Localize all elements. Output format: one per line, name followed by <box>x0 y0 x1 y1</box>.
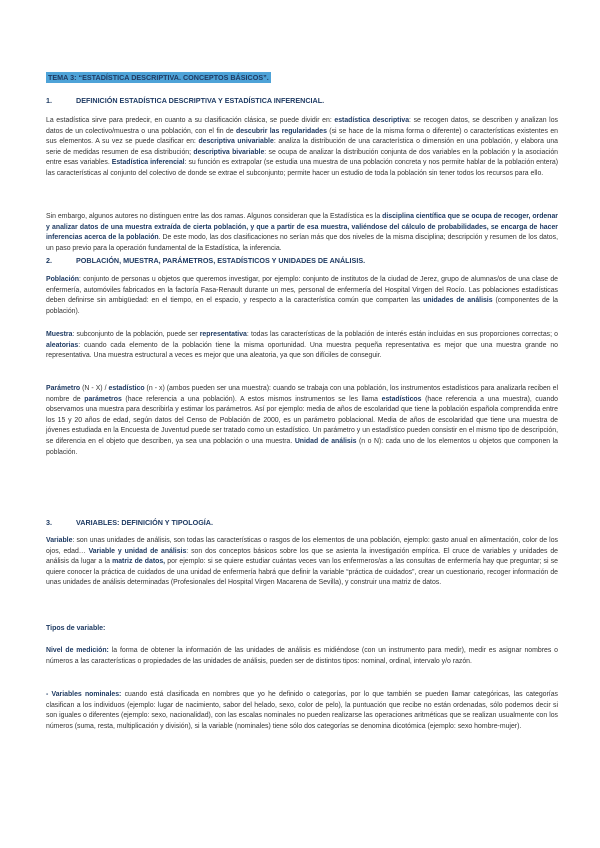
text-run: (hace referencia a una muestra), cuando observamos una muestra para describirla y estimar los parámetros. Así por ejemplo: media de años de escolaridad que tiene la población española comprendida entre los 15 y 20 años de edad, según datos del Censo de Población de 2000, es un parámetro poblacional. Media de años de escolaridad que tiene una muestra de jóvenes estudiada en la Encuesta de Juventud puede ser tratado como un estadístico. Un parámetro y un estadístico pueden consistir en el mismo tipo de descripción, se diferencia en el objeto que describen, ya sea una población o una muestra. <box>46 395 559 445</box>
bold-term: disciplina científica que se ocupa de recoger, ordenar y analizar datos de una muestra extraída de cierta población, y que a partir de esa muestra, valiéndose del cálculo de probabilidades, se encarga de hacer inferencias acerca de la población <box>46 213 558 242</box>
paragraph-parametro <box>46 384 558 458</box>
bold-term: Población <box>46 276 79 283</box>
bold-term: Parámetro <box>46 385 81 392</box>
paragraph-nivel-medicion <box>46 646 558 667</box>
paragraph-estadistica-clasificacion <box>46 116 558 180</box>
section-title: POBLACIÓN, MUESTRA, PARÁMETROS, ESTADÍSTICOS Y UNIDADES DE ANÁLISIS. <box>76 256 366 265</box>
text-run: (N - X) / <box>80 385 109 392</box>
section-number: 1. <box>46 96 52 105</box>
bold-term: Unidad de análisis <box>294 437 357 445</box>
text-run: : son unas unidades de análisis, son todas las características o rasgos de los elementos de una población, ejemplo: gasto anual en alimentación, color de los ojos, edad… <box>46 537 558 555</box>
text-run: : su función es extrapolar (se estudia una muestra de una población concreta y nos permite hablar de la población entera) las características al conjunto del colectivo de donde se extrae el subconjunto; permite hacer un estudio de toda la población sin tener todos los recursos para ello. <box>46 159 559 177</box>
text-run: : subconjunto de la población, puede ser <box>72 331 200 338</box>
paragraph-poblacion <box>46 275 558 317</box>
bold-term: descriptiva bivariable <box>193 148 265 156</box>
text-run: : cuando cada elemento de la población tiene la misma oportunidad. Una muestra pequeña representativa es mejor que una muestra grande no representativa. Una muestra estructural a veces es mejor que una aleatoria, ya que son difíciles de conseguir. <box>46 341 558 360</box>
bold-term: - Variables nominales: <box>46 691 122 698</box>
text-run: (componentes de la población). <box>46 297 559 315</box>
topic-title: TEMA 3: “ESTADÍSTICA DESCRIPTIVA. CONCEPTOS BÁSICOS”. <box>48 73 269 82</box>
paragraph-variable <box>46 536 558 589</box>
bold-term: estadístico <box>108 385 145 392</box>
text-run: cuando está clasificada en nombres que yo he definido o categorías, por lo que también se pueden llamar categóricas, las categorías clasifican a los individuos (ejemplo: lugar de nacimiento, sabor del helado, sexo, color de pelo), la puntuación que recibe no están ordenadas, sólo podemos decir si son iguales o diferentes (ejemplo: sexo, nacionalidad), con las escalas nominales no pueden realizarse las operaciones aritméticas que se realizan usualmente con los números (suma, resta, multiplicación y división), si la variable (nominales) tiene sólo dos categorías se denomina dicotómica (ejemplo: sexo hombre-mujer). <box>46 691 559 730</box>
section-heading-3 <box>46 518 213 527</box>
bold-term: representativa <box>199 331 247 338</box>
section-title: DEFINICIÓN ESTADÍSTICA DESCRIPTIVA Y ESTADÍSTICA INFERENCIAL. <box>76 96 325 105</box>
bold-term: Variable <box>46 537 73 544</box>
text-run: . De este modo, las dos clasificaciones no serían más que dos niveles de la misma disciplina; descripción y resumen de los datos, un paso previo para la operación fundamental de la Estadística, la inferencia. <box>46 234 558 252</box>
text-run: por ejemplo: si se quiere estudiar cuántas veces van los enfermeros/as a las consultas de enfermería hay que preguntar; si se quiere conocer la práctica de cuidados de una unidad de enfermería habrá que definir la variable “práctica de cuidados”, crear un cuestionario, recoger información de unas unidades de análisis determinadas (Profesionales del Hospital Virgen Macarena de Sevilla), y construir una matriz de datos. <box>46 558 558 587</box>
text-run: : se ocupa de analizar la distribución conjunta de dos variables en la población y la asociación entre esas variables. <box>46 148 558 167</box>
paragraph-variables-nominales <box>46 690 558 732</box>
section-heading-2 <box>46 256 365 265</box>
bold-term: estadística descriptiva <box>334 117 410 124</box>
bold-term: aleatorias <box>46 341 79 349</box>
text-run: La estadística sirve para predecir, en cuanto a su clasificación clásica, se puede dividir en: <box>46 117 335 124</box>
text-run: : se recogen datos, se describen y analizan los datos de un colectivo/muestra o una población, con el fin de <box>46 117 558 135</box>
text-run: : conjunto de personas u objetos que queremos investigar, por ejemplo: conjunto de institutos de la ciudad de Jerez, grupo de alumnas/os de una clase de enfermería, automóviles fabricados en la factoría Fasa-Renault durante un mes, personal de enfermería del Hospital Virgen del Rocío. Las poblaciones estadísticas deben definirse sin ambigüedad: en el tiempo, en el espacio, y respecto a la característica común que comparten las <box>46 276 558 305</box>
text-run: (n - x) (ambos pueden ser una muestra): cuando se trabaja con una población, los instrumentos estadísticos para analizarla reciben el nombre de <box>46 385 558 403</box>
paragraph-muestra <box>46 330 558 362</box>
text-run: (n o N): cada uno de los elementos u objetos que componen la población. <box>46 437 558 456</box>
bold-term: Variable y unidad de análisis <box>88 547 187 555</box>
bold-term: Nivel de medición: <box>46 647 109 654</box>
bold-term: parámetros <box>84 395 122 403</box>
section-title: VARIABLES: DEFINICIÓN Y TIPOLOGÍA. <box>76 518 213 527</box>
section-heading-1 <box>46 96 324 105</box>
bold-term: descubrir las regularidades <box>236 127 327 135</box>
section-number: 2. <box>46 256 52 265</box>
bold-term: Muestra <box>46 331 73 338</box>
text-run: Sin embargo, algunos autores no distinguen entre las dos ramas. Algunos consideran que la Estadística es la <box>46 213 383 220</box>
bold-term: descriptiva univariable <box>198 138 274 146</box>
text-run: : todas las características de la población de interés están incluidas en sus proporciones correctas; o <box>246 331 558 338</box>
text-run: : analiza la distribución de una característica o dimensión en una población, y elabora una serie de medidas resumen de esa distribución; <box>46 138 558 156</box>
text-run: (hace referencia a una población). A estos mismos instrumentos se les llama <box>121 395 382 403</box>
text-run: la forma de obtener la información de las unidades de análisis es midiéndose (con un instrumento para medir), medir es asignar nombres o números a las características o propiedades de las unidades de análisis, pueden ser de distintos tipos: nominal, ordinal, intervalo y/o razón. <box>46 647 558 665</box>
bold-term: unidades de análisis <box>423 297 493 305</box>
bold-term: Estadística inferencial <box>111 159 185 167</box>
bold-term: matriz de datos, <box>112 558 166 566</box>
tipos-variable-heading: Tipos de variable: <box>46 625 106 632</box>
section-number: 3. <box>46 518 52 527</box>
text-run: (si se hace de la misma forma o diferente) o características existentes en sus elementos. A su vez se puede clasificar en: <box>46 127 558 146</box>
bold-term: estadísticos <box>381 395 422 403</box>
text-run: : son dos conceptos básicos sobre los que se asienta la investigación empírica. El cruce de variables y unidades de análisis da lugar a la <box>46 547 559 566</box>
paragraph-disciplina <box>46 212 558 254</box>
